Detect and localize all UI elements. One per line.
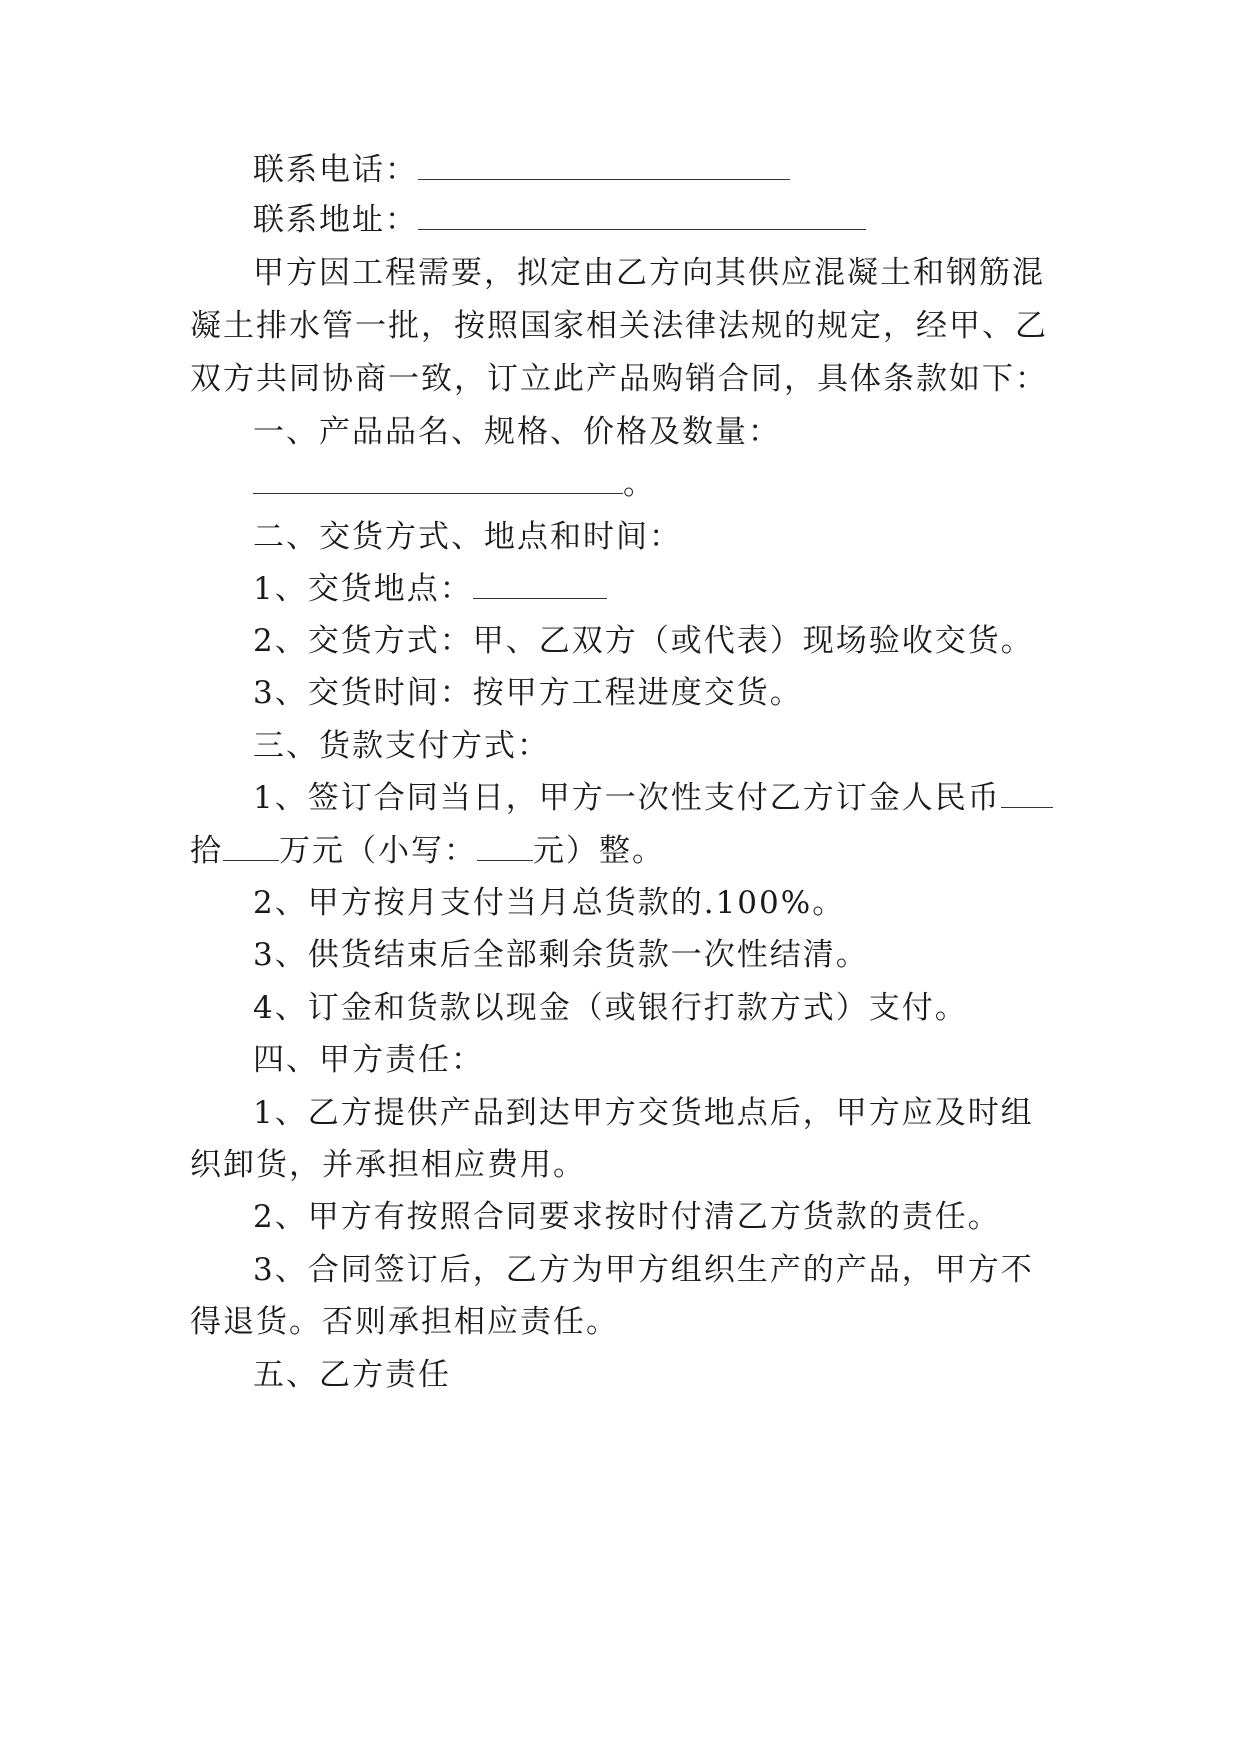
deposit-amount-blank-2	[223, 832, 279, 861]
section-4-heading: 四、甲方责任：	[253, 1042, 484, 1078]
deposit-wanyuan-text: 万元（小写：	[279, 833, 477, 869]
deposit-shi-text: 拾	[190, 833, 223, 869]
deposit-line-2	[190, 831, 1050, 871]
product-spec-line	[253, 464, 1113, 504]
party-a-duty-3-line-2: 得退货。否则承担相应责任。	[190, 1304, 619, 1340]
deposit-amount-blank-1	[1001, 779, 1053, 808]
product-spec-blank	[253, 465, 623, 494]
deposit-amount-blank-3	[477, 832, 533, 861]
section-2-heading: 二、交货方式、地点和时间：	[253, 519, 682, 555]
party-a-duty-2-line: 2、甲方有按照合同要求按时付清乙方货款的责任。	[253, 1199, 1001, 1235]
contact-phone-label: 联系电话：	[253, 152, 418, 188]
preamble-line-1: 甲方因工程需要，拟定由乙方向其供应混凝土和钢筋混	[253, 255, 1045, 291]
section-3-heading: 三、货款支付方式：	[253, 728, 550, 764]
payment-final-line: 3、供货结束后全部剩余货款一次性结清。	[253, 937, 869, 973]
contact-address-blank	[418, 201, 866, 230]
delivery-place-label: 1、交货地点：	[253, 571, 473, 607]
preamble-line-3: 双方共同协商一致，订立此产品购销合同，具体条款如下：	[190, 361, 1048, 397]
payment-monthly-line: 2、甲方按月支付当月总货款的.100%。	[253, 885, 846, 921]
contact-address-line	[253, 200, 1113, 240]
delivery-method-line: 2、交货方式：甲、乙双方（或代表）现场验收交货。	[253, 623, 1034, 659]
preamble-line-2: 凝土排水管一批，按照国家相关法律法规的规定，经甲、乙	[190, 308, 1048, 344]
deposit-text: 1、签订合同当日，甲方一次性支付乙方订金人民币	[253, 780, 1001, 816]
delivery-place-blank	[473, 570, 607, 599]
delivery-place-line	[253, 569, 1113, 609]
contact-address-label: 联系地址：	[253, 202, 418, 238]
product-spec-period: 。	[623, 466, 656, 502]
deposit-yuan-text: 元）整。	[533, 833, 665, 869]
section-5-heading: 五、乙方责任	[253, 1357, 451, 1393]
contact-phone-blank	[418, 151, 790, 180]
contact-phone-line	[253, 150, 1113, 190]
section-1-heading: 一、产品品名、规格、价格及数量：	[253, 414, 781, 450]
delivery-time-line: 3、交货时间：按甲方工程进度交货。	[253, 675, 803, 711]
deposit-line-1	[253, 778, 1113, 818]
party-a-duty-1-line-1: 1、乙方提供产品到达甲方交货地点后，甲方应及时组	[253, 1095, 1034, 1131]
payment-method-line: 4、订金和货款以现金（或银行打款方式）支付。	[253, 990, 968, 1026]
party-a-duty-1-line-2: 织卸货，并承担相应费用。	[190, 1147, 586, 1183]
party-a-duty-3-line-1: 3、合同签订后，乙方为甲方组织生产的产品，甲方不	[253, 1252, 1034, 1288]
